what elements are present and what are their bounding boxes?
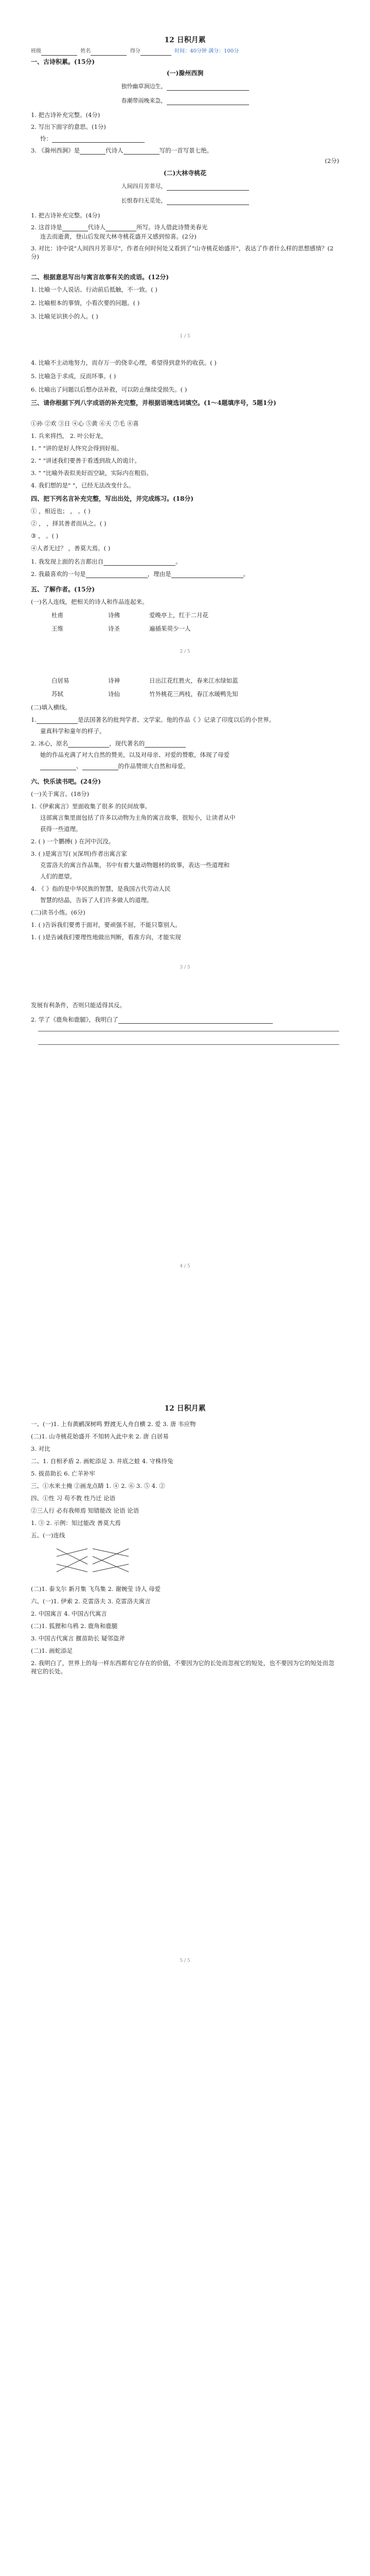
answer-line: (二)1. 泰戈尔 新月集 飞鸟集 2. 谢婉莹 诗人 母爱: [31, 1585, 161, 1592]
q4-item2-blank2[interactable]: [171, 571, 243, 578]
q5-item2-blank1[interactable]: [68, 741, 109, 748]
q5-item-1: 1. 是法国著名的批判学者、文学家。他的作品《 》记录了印度以后的小世界。: [31, 716, 275, 723]
q6-item-4: 4. 《 》指的是中华民族的智慧，是我国古代劳动人民: [31, 885, 171, 892]
page-number: 2 / 5: [180, 649, 190, 654]
poem1-title: (一)滁州西涧: [166, 70, 204, 77]
time-info: 时间：40分钟 满分：100分: [174, 48, 239, 54]
answer-line: 三、①水来土掩 ②画龙点睛 1. ④ 2. ⑥ 3. ⑤ 4. ②: [31, 1482, 165, 1489]
q6-item-6: 1. ( )是告诫我们要理性地做出判断，看准方向，才能实现: [31, 934, 181, 941]
section-1-heading: 一、古诗积累。(15分): [31, 58, 95, 65]
answer-line: 3. 中国古代寓言 揠苗助长 疑邻盗斧: [31, 1635, 125, 1642]
q6-item-6b: 发展有利条件，否则只能适得其反。: [31, 1002, 126, 1009]
answer-line: (二)1. 画蛇添足: [31, 1647, 73, 1654]
section-4-heading: 四、把下列名言补充完整，写出出处，并完成练习。(18分): [31, 495, 194, 502]
poem1-line1: 独怜幽草涧边生，: [31, 82, 339, 91]
q2-item-6: 6. 比喻出了问题以后想办法补救，可以防止继续受损失。( ): [31, 386, 187, 393]
matching-diagram: [46, 1544, 149, 1580]
page-2: [0, 656, 370, 1312]
answers-title: 12 日积月累: [164, 1404, 206, 1413]
p1-q3-blank2[interactable]: [124, 148, 160, 155]
p2-q3: 3. 对比：诗中说"人间四月芳菲尽"，作者在何时何处又看到了"山寺桃花始盛开"，表达了作者什么样的思想感情？(2分): [31, 245, 334, 260]
q6-item-2: 2. ( ) 一个鹏搏( ) 在河中沉没。: [31, 838, 115, 845]
doc-header: [31, 47, 339, 56]
name-label: 姓名: [80, 48, 91, 54]
poem1-line2: 春潮带雨晚来急，: [31, 97, 339, 105]
poem2-blank2[interactable]: [167, 198, 249, 205]
p1-q3: 3. 《滁州西涧》是 代诗人 写的一首写景七绝。: [31, 147, 213, 154]
p1-q2a: 怜：: [40, 134, 339, 143]
answer-line: 二、1. 自相矛盾 2. 画蛇添足 3. 井底之蛙 4. 守株待兔: [31, 1458, 173, 1465]
p2-q2-blank1[interactable]: [62, 225, 88, 231]
q4-item-2: 2. 我最喜欢的一句是 ，理由是 。: [31, 570, 250, 578]
answer-line: 五、(一)连线: [31, 1532, 65, 1539]
q6-sub2: (二)读书小练。(6分): [31, 909, 85, 916]
q6-item-3b: 克雷洛夫的寓言作品集，书中有着大量动物题材的故事，表达一些道理和: [40, 861, 230, 869]
q5-item-2d: 、 的作品赞颂大自然和母爱。: [40, 762, 339, 770]
q5-item2-blank4[interactable]: [82, 764, 118, 770]
answer-line: 5. 拔苗助长 6. 亡羊补牢: [31, 1470, 95, 1477]
q6-item-4b: 智慧的结晶，告诉了人们许多做人的道理。: [40, 896, 153, 904]
q2-item-1: 1. 比喻一个人说话、行动前后抵触，不一致。( ): [31, 286, 157, 293]
q6-item-1: 1.《伊索寓言》里面收集了很多 的民间故事。: [31, 803, 151, 810]
q2-item-2: 2. 比喻根本的事情，小看次要的问题。( ): [31, 299, 140, 307]
section-6-heading: 六、快乐读书吧。(24分): [31, 778, 101, 785]
class-label: 班级: [31, 48, 41, 54]
answer-line: 3. 对比: [31, 1445, 50, 1452]
q4-item-1: 1. 我发现上面的名言都出自 。: [31, 558, 182, 565]
p1-q3-blank1[interactable]: [80, 148, 105, 155]
answer-line: 四、①性 习 苟不教 性乃迁 论语: [31, 1495, 116, 1502]
q5-sub1: (一)名人连线，把相关的诗人和作品连起来。: [31, 598, 148, 605]
q6-item-5: 1. ( )告诉我们要勇于面对，要顽强不屈，不能只靠别人。: [31, 921, 181, 928]
poem1-blank2[interactable]: [167, 98, 249, 105]
p2-q2: 2. 这首诗是 代诗人 所写。诗人借此诗赞美春光: [31, 224, 208, 231]
q5-item1-blank[interactable]: [37, 717, 78, 724]
page-answers: [0, 1312, 370, 1968]
page-number: 4 / 5: [180, 1264, 190, 1269]
q3-item-2: 2. " "讲述我们要善于看透到敌人的诡计。: [31, 457, 140, 464]
q5-sub2: (二)填入横线。: [31, 704, 71, 711]
p1-q3-score: (2分): [325, 157, 339, 164]
q6-sub1: (一)关于寓言。(18分): [31, 790, 90, 798]
q3-item-3: 3. " "比喻外表似美好而空缺，实际内在粗俗。: [31, 469, 152, 477]
section-3-heading: 三、请你根据下列八字成语的补充完整，并根据语境选词填空。(1～4题填序号，5题1分): [31, 399, 276, 406]
q5-item2-blank3[interactable]: [40, 764, 76, 770]
q6-item-1c: 获得一些道理。: [40, 825, 82, 833]
q5-item-2: 2. 冰心，原名 ，现代著名的: [31, 739, 339, 748]
section-5-heading: 五、了解作者。(15分): [31, 586, 95, 593]
answer-line: 2. 我明白了，世界上的每一样东西都有它存在的价值，不要因为它的长处而忽视它的短处，也不要因为它的短处而忽视它的长处。: [31, 1659, 334, 1675]
score-field[interactable]: [140, 49, 171, 56]
name-field[interactable]: [91, 49, 127, 56]
q2-item-3: 3. 比喻见识狭小的人。( ): [31, 313, 98, 320]
p2-q2d: 连去而逝黄，登山后发现大林寺桃花盛开又感到惊喜。(2分): [40, 233, 197, 240]
q4-line-0: ① ，相近也； ， 。( ): [31, 507, 91, 515]
poem2-line2: 长恨春归无觅处，: [31, 197, 339, 205]
q2-item-5: 5. 比喻急于求成，反而坏事。( ): [31, 372, 116, 380]
answer-line-2[interactable]: [38, 1044, 339, 1045]
q5-item-2c: 她的作品充满了对大自然的赞美，以及对母亲、对爱的赞歌，体现了母爱: [40, 751, 230, 758]
q5-row-0: 杜甫 诗佛 爱晚亭上，红于二月花: [51, 612, 208, 619]
answer-line: 一、(一)1. 上有黄鹂深树鸣 野渡无人舟自横 2. 爱 3. 唐 韦应物: [31, 1420, 196, 1428]
score-label: 得分: [130, 48, 140, 54]
q4-line-2: ③ ， 。( ): [31, 532, 59, 539]
q6-item-1b: 这部寓言集里面包括了许多以动物为主角的寓言故事，很短小，让读者从中: [40, 814, 236, 821]
q3-choices: ①孙 ②欢 ③日 ④心 ⑤黄 ⑥天 ⑦毛 ⑧喜: [31, 420, 139, 427]
p1-q2a-blank[interactable]: [52, 136, 145, 143]
answer-line: (二)1. 狐狸和乌鸦 2. 鹿角和鹿腿: [31, 1622, 118, 1630]
doc-title: 12 日积月累: [164, 36, 206, 44]
p2-q2-blank2[interactable]: [105, 225, 136, 231]
q3-item-1: 1. " "讲的是好人终究会得到好报。: [31, 445, 123, 452]
poem2-blank1[interactable]: [167, 184, 249, 191]
page-number: 5 / 5: [180, 1958, 190, 1963]
class-field[interactable]: [41, 49, 77, 56]
page-number: 3 / 5: [180, 965, 190, 970]
answer-line: (二)1. 山寺桃花始盛开 不知转入此中来 2. 唐 白居易: [31, 1433, 169, 1440]
q2-item-4: 4. 比喻不主动地努力，而存万一的侥幸心理，希望得到意外的收获。( ): [31, 359, 217, 366]
q6-item7-blank[interactable]: [118, 1017, 273, 1024]
answer-line: 六、(一)1. 伊索 2. 克雷洛夫 3. 克雷洛夫寓言: [31, 1598, 151, 1605]
q6-item-3c: 人们的愿望。: [40, 873, 76, 880]
q5-row-2: 白居易 诗神 日出江花红胜火，春来江水绿如蓝: [51, 677, 238, 684]
q5-item-1c: 童真科学和童年的样子。: [40, 727, 105, 735]
answer-line: 2. 中国寓言 4. 中国古代寓言: [31, 1610, 107, 1617]
poem2-title: (二)大林寺桃花: [163, 170, 207, 177]
q5-row-3: 苏轼 诗仙 竹外桃花三两枝，春江水暖鸭先知: [51, 690, 238, 698]
q4-item1-blank[interactable]: [103, 559, 175, 566]
page-1: [0, 0, 370, 656]
answer-line: 1. ③ 2. 示例：知过能改 善莫大焉: [31, 1519, 121, 1527]
q4-line-3: ④人者无过？ ，善莫大焉。( ): [31, 545, 111, 552]
poem1-blank1[interactable]: [167, 84, 249, 91]
q3-item-0: 1. 兵来将挡， 2. 叶公好龙，: [31, 432, 107, 439]
q6-item-7: 2. 学了《鹿角和鹿腿》，我明白了: [31, 1015, 339, 1024]
p1-q2: 2. 写出下面字的意思。(1分): [31, 123, 106, 130]
p1-q1: 1. 把古诗补充完整。(4分): [31, 111, 100, 118]
q4-item2-blank1[interactable]: [86, 571, 148, 578]
p2-q1: 1. 把古诗补充完整。(4分): [31, 212, 100, 219]
page-number: 1 / 5: [180, 334, 190, 339]
q4-line-1: ② ， ，择其善者而从之。( ): [31, 520, 107, 527]
q3-item-4: 4. 我们想的是" "，已经无法改变什么。: [31, 482, 135, 489]
q5-row-1: 王维 诗圣 遍插茱萸少一人: [51, 625, 191, 632]
q5-item2-blank2[interactable]: [145, 741, 186, 748]
q6-item-3: 3. ( )是寓言写( )(深圳)作者出寓言家: [31, 850, 127, 857]
section-2-heading: 二、根据意思写出与寓言故事有关的成语。(12分): [31, 274, 169, 281]
poem2-line1: 人间四月芳菲尽，: [31, 182, 339, 191]
answer-line: ②三人行 必有我师焉 知错能改 论语 论语: [31, 1507, 139, 1514]
